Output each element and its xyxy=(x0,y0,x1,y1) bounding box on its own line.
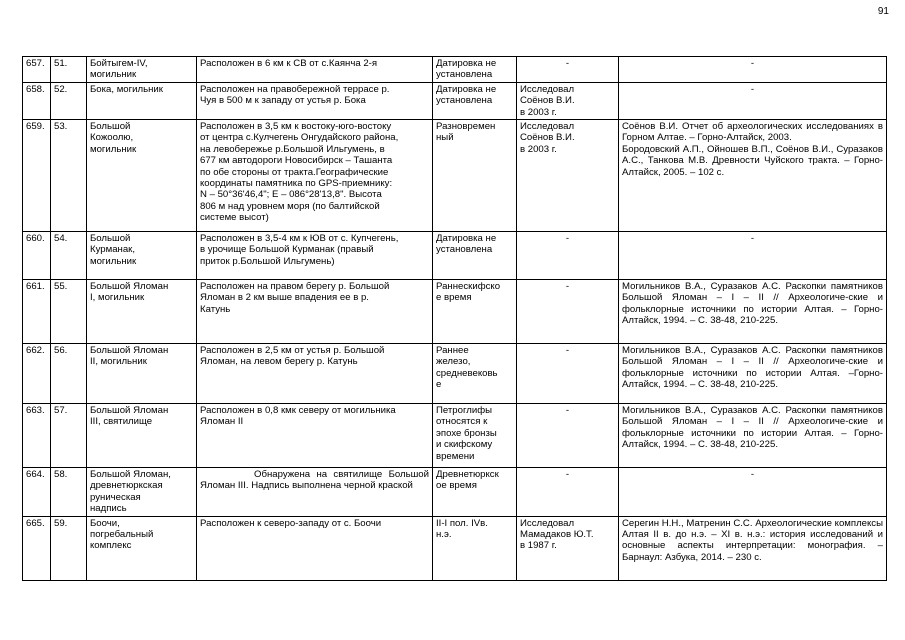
row-subnumber: 53. xyxy=(51,120,87,232)
row-number: 665. xyxy=(23,516,51,580)
row-subnumber: 51. xyxy=(51,57,87,83)
monument-location: Расположен в 3,5-4 км к ЮВ от с. Купчегень, в урочище Большой Курманак (правый приток р.Большой Ильгумень) xyxy=(197,232,433,280)
row-number: 661. xyxy=(23,280,51,344)
monument-literature: Могильников В.А., Суразаков А.С. Раскопки памятников Большой Яломан – I – II // Археологиче-ские и фольклорные источники по истории Алтая. –Горно-Алтайск, 1994. – С. 38-48, 210-225. xyxy=(619,344,887,404)
row-number: 664. xyxy=(23,468,51,517)
table-row xyxy=(23,232,887,280)
table-row xyxy=(23,344,887,404)
monument-literature: - xyxy=(619,57,887,83)
monument-researcher: - xyxy=(517,57,619,83)
monument-literature: - xyxy=(619,232,887,280)
monument-name: Боочи, погребальный комплекс xyxy=(87,516,197,580)
row-number: 658. xyxy=(23,82,51,119)
monument-location: Расположен в 2,5 км от устья р. Большой Яломан, на левом берегу р. Катунь xyxy=(197,344,433,404)
monument-dating: Датировка не установлена xyxy=(433,82,517,119)
monument-location: Расположен на правом берегу р. Большой Яломан в 2 км выше впадения ее в р. Катунь xyxy=(197,280,433,344)
monument-dating: Датировка не установлена xyxy=(433,57,517,83)
row-number: 663. xyxy=(23,404,51,468)
monument-dating: Древнетюркск ое время xyxy=(433,468,517,517)
table-row xyxy=(23,516,887,580)
row-subnumber: 57. xyxy=(51,404,87,468)
monument-location: Расположен в 6 км к СВ от с.Каянча 2-я xyxy=(197,57,433,83)
monument-researcher: Исследовал Соёнов В.И. в 2003 г. xyxy=(517,120,619,232)
monument-researcher: - xyxy=(517,344,619,404)
table-row xyxy=(23,404,887,468)
monument-name: Бойтыгем-IV, могильник xyxy=(87,57,197,83)
monument-name: Большой Яломан, древнетюркская руническая надпись xyxy=(87,468,197,517)
row-number: 662. xyxy=(23,344,51,404)
monument-name: Большой Яломан III, святилище xyxy=(87,404,197,468)
monument-name: Большой Кожоолю, могильник xyxy=(87,120,197,232)
monument-dating: Раннее железо, средневековь е xyxy=(433,344,517,404)
row-number: 659. xyxy=(23,120,51,232)
row-subnumber: 56. xyxy=(51,344,87,404)
monument-researcher: - xyxy=(517,404,619,468)
row-number: 660. xyxy=(23,232,51,280)
page-number: 91 xyxy=(877,6,889,17)
monument-researcher: - xyxy=(517,232,619,280)
monument-dating: Раннескифско е время xyxy=(433,280,517,344)
row-number: 657. xyxy=(23,57,51,83)
table-row xyxy=(23,280,887,344)
monument-dating: Петроглифы относятся к эпохе бронзы и скифскому времени xyxy=(433,404,517,468)
monument-dating: Датировка не установлена xyxy=(433,232,517,280)
monument-location: Обнаружена на святилище Большой Яломан III. Надпись выполнена черной краской xyxy=(197,468,433,517)
monument-literature: - xyxy=(619,468,887,517)
monument-literature: - xyxy=(619,82,887,119)
row-subnumber: 59. xyxy=(51,516,87,580)
monument-literature: Могильников В.А., Суразаков А.С. Раскопки памятников Большой Яломан – I – II // Археологиче-ские и фольклорные источники по истории Алтая. – Горно-Алтайск, 1994. – С. 38-48, 210-225. xyxy=(619,404,887,468)
monument-literature: Соёнов В.И. Отчет об археологических исследованиях в Горном Алтае. – Горно-Алтайск, 2003. Бородовский А.П., Ойношев В.П., Соёнов В.И., Суразаков А.С., Танкова М.В. Древности Чуйского тракта. – Горно-Алтайск, 2005. – 102 с. xyxy=(619,120,887,232)
monument-location: Расположен в 0,8 кмк северу от могильника Яломан II xyxy=(197,404,433,468)
row-subnumber: 58. xyxy=(51,468,87,517)
monument-name: Большой Яломан II, могильник xyxy=(87,344,197,404)
table-row xyxy=(23,468,887,517)
table-row xyxy=(23,120,887,232)
monument-location: Расположен к северо-западу от с. Боочи xyxy=(197,516,433,580)
monument-researcher: Исследовал Мамадаков Ю.Т. в 1987 г. xyxy=(517,516,619,580)
monument-dating: Разновремен ный xyxy=(433,120,517,232)
monument-name: Бока, могильник xyxy=(87,82,197,119)
monument-researcher: Исследовал Соёнов В.И. в 2003 г. xyxy=(517,82,619,119)
monument-name: Большой Яломан I, могильник xyxy=(87,280,197,344)
monument-dating: II-I пол. IVв. н.э. xyxy=(433,516,517,580)
monument-literature: Могильников В.А., Суразаков А.С. Раскопки памятников Большой Яломан – I – II // Археологиче-ские и фольклорные источники по истории Алтая. – Горно-Алтайск, 1994. – С. 38-48, 210-225. xyxy=(619,280,887,344)
monument-location: Расположен в 3,5 км к востоку-юго-востоку от центра с.Кулчегень Онгудайского района, на левобережье р.Большой Ильгумень, в 677 км автодороги Новосибирск – Ташанта по обе стороны от тракта.Географические координаты памятника по GPS-приемнику: N – 50°36'46,4"; E – 086°28'13,8". Высота 806 м над уровнем моря (по балтийской системе высот) xyxy=(197,120,433,232)
monument-name: Большой Курманак, могильник xyxy=(87,232,197,280)
row-subnumber: 52. xyxy=(51,82,87,119)
monument-literature: Серегин Н.Н., Матренин С.С. Археологические комплексы Алтая II в. до н.э. – XI в. н.э.: история исследований и основные аспекты интерпретации: монография. – Барнаул: Азбука, 2014. – 230 с. xyxy=(619,516,887,580)
monument-location: Расположен на правобережной террасе р. Чуя в 500 м к западу от устья р. Бока xyxy=(197,82,433,119)
row-subnumber: 54. xyxy=(51,232,87,280)
table-row xyxy=(23,57,887,83)
table-row xyxy=(23,82,887,119)
monument-researcher: - xyxy=(517,280,619,344)
monument-researcher: - xyxy=(517,468,619,517)
monuments-table xyxy=(22,56,887,581)
row-subnumber: 55. xyxy=(51,280,87,344)
